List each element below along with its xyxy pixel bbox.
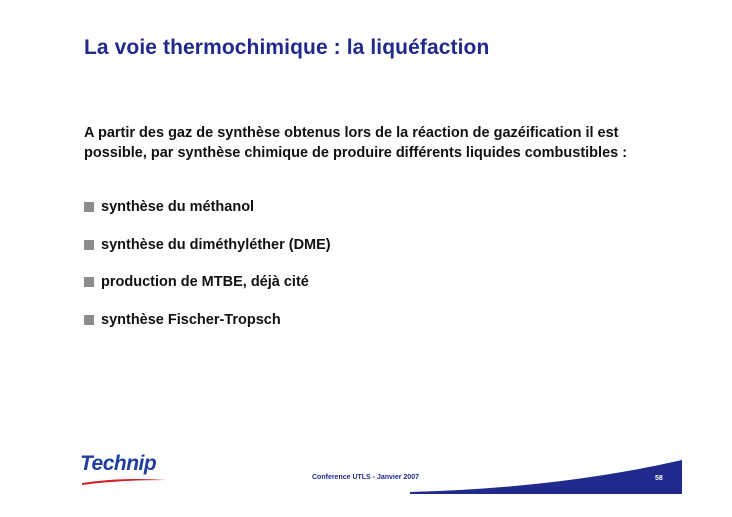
page-number: 58 <box>655 475 663 482</box>
slide-title: La voie thermochimique : la liquéfaction <box>84 36 490 59</box>
bullet-item <box>84 272 331 292</box>
technip-logo <box>80 452 170 488</box>
square-bullet-icon <box>84 240 94 250</box>
footer-conference: Conference UTLS - Janvier 2007 <box>312 474 419 481</box>
square-bullet-icon <box>84 315 94 325</box>
bullet-text: synthèse du diméthyléther (DME) <box>101 236 331 253</box>
bullet-text: production de MTBE, déjà cité <box>101 274 309 290</box>
bullet-item <box>84 197 331 217</box>
square-bullet-icon <box>84 202 94 212</box>
logo-swoosh-icon <box>80 452 170 488</box>
bullet-text: synthèse Fischer-Tropsch <box>101 311 281 328</box>
square-bullet-icon <box>84 277 94 287</box>
intro-paragraph: A partir des gaz de synthèse obtenus lors de la réaction de gazéification il est possible, par synthèse chimique de produire différents liquides combustibles : <box>84 125 628 161</box>
footer-band-wave <box>410 458 682 494</box>
bullet-item <box>84 310 331 330</box>
bullet-list <box>84 197 331 347</box>
bullet-text: synthèse du méthanol <box>101 199 255 215</box>
logo-wordmark: Technip <box>80 452 157 475</box>
bullet-item <box>84 235 331 255</box>
